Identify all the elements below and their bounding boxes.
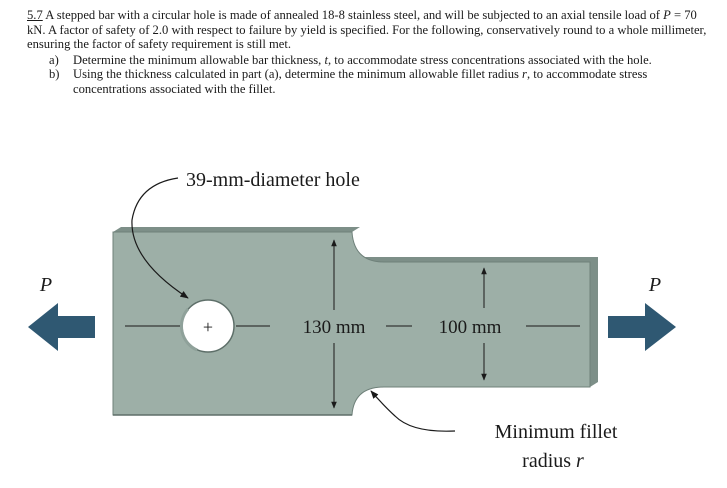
- fillet-label-line1: Minimum fillet: [494, 421, 618, 443]
- right-load-arrow: [608, 303, 676, 351]
- question-label: b): [49, 67, 60, 82]
- question-label: a): [49, 52, 59, 67]
- statement-part-a: A stepped bar with a circular hole is made of annealed 18-8 stainless steel, and will be subjected to an axial tensile load of: [42, 8, 664, 22]
- question-text: , to accommodate stress concentrations associated with the hole.: [327, 52, 652, 67]
- load-variable: P: [663, 8, 671, 22]
- question-variable: t: [324, 52, 328, 67]
- left-load-arrow: [28, 303, 95, 351]
- question-variable: r: [522, 67, 527, 82]
- statement-part-b: = 70 kN. A factor of safety of 2.0 with respect to failure by yield is specified. For the following, conservatively round to a whole millimeter, ensuring the factor of safety requirement is still met.: [27, 8, 707, 52]
- narrow-width-label: 100 mm: [438, 317, 502, 338]
- question-text: Determine the minimum allowable bar thickness,: [73, 52, 325, 67]
- left-load-label: P: [39, 274, 53, 296]
- hole-center-mark: +: [202, 317, 214, 337]
- fillet-radius-variable: r: [576, 450, 584, 472]
- question-text: Using the thickness calculated in part (a), determine the minimum allowable fillet radius: [73, 67, 523, 82]
- right-load-label: P: [648, 274, 662, 296]
- question-text: , to accommodate stress concentrations associated with the fillet.: [73, 67, 648, 96]
- fillet-label-text: radius: [522, 450, 577, 472]
- fillet-leader-line: [371, 391, 455, 431]
- problem-number: 5.7: [27, 8, 43, 22]
- fillet-label-line2: [522, 450, 584, 472]
- hole-label: 39-mm-diameter hole: [186, 169, 360, 191]
- wide-width-label: 130 mm: [302, 317, 366, 338]
